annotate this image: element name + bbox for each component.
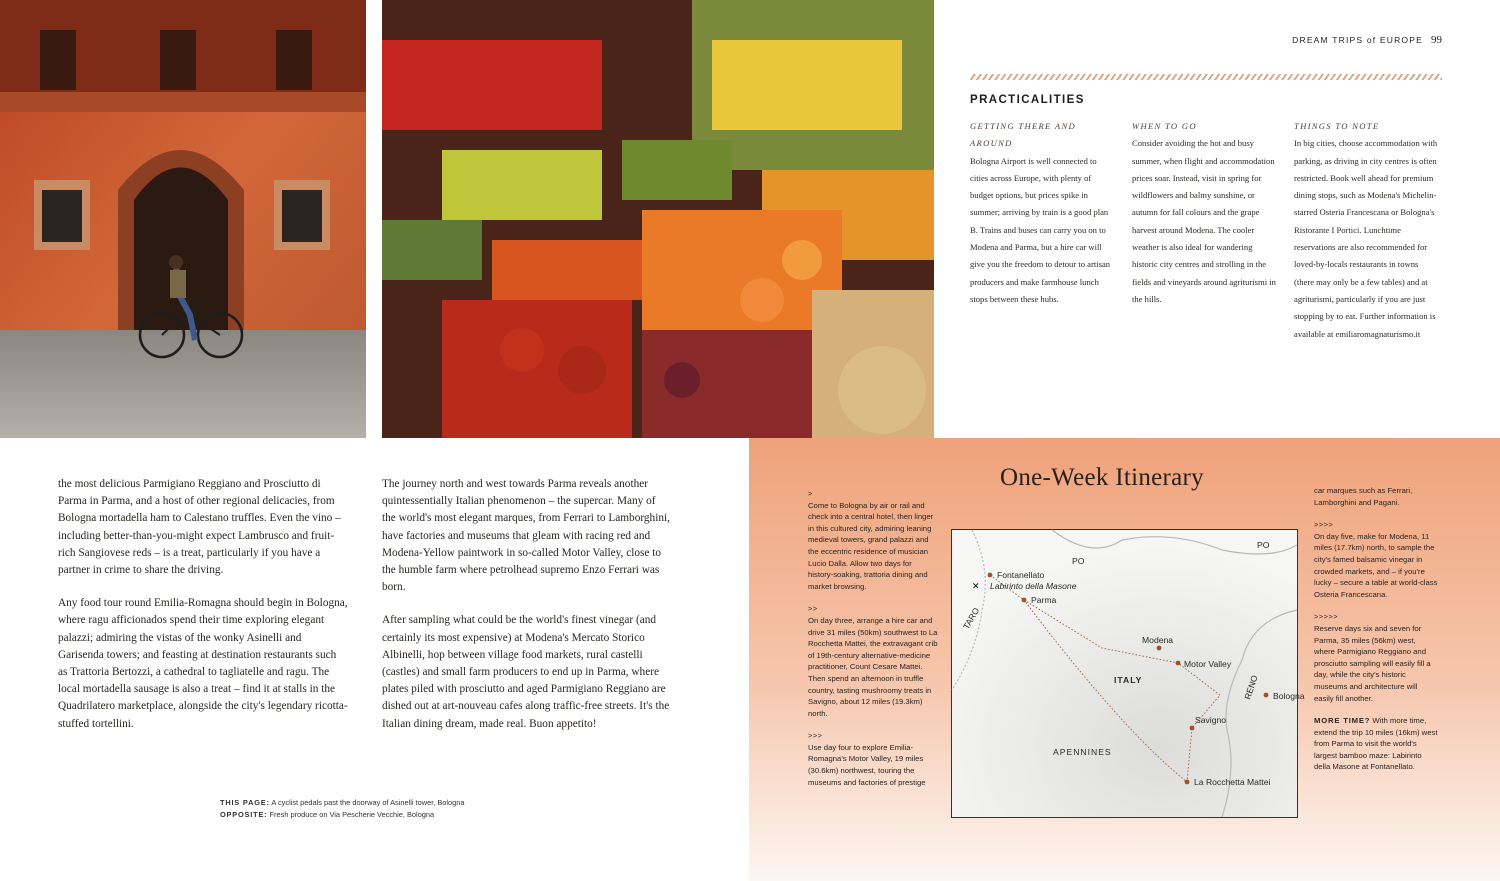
caption-opposite: OPPOSITE: Fresh produce on Via Pescherie Vecchie, Bologna [220,810,435,820]
region-map [951,529,1305,818]
map-label-italy: ITALY [1114,675,1143,685]
running-head-title: DREAM TRIPS of EUROPE [1292,35,1423,45]
body-column-1 [58,476,348,749]
map-label-savigno: Savigno [1195,715,1227,725]
body-paragraph: the most delicious Parmigiano Reggiano and Prosciutto di Parma in Parma, and a host of other regional delicacies, from Bologna mortadella ham to Calestano truffles. Even the vino – including better-than-you-might expect Lambrusco and fruit-rich Sangiovese reds – is a treat, particularly if you have a partner in crime to share the driving. [58,478,341,577]
place-dot [1264,693,1269,698]
itinerary-left-column [808,488,938,799]
map-label-motor-valley: Motor Valley [1184,659,1232,669]
itinerary-step: car marques such as Ferrari, Lamborghini and Pagani. [1314,486,1413,507]
practicalities-heading: PRACTICALITIES [970,94,1085,106]
map-label-parma: Parma [1031,595,1057,605]
map-label-modena: Modena [1142,635,1174,645]
itinerary-title: One-Week Itinerary [1000,464,1204,491]
itinerary-step: >>>>> Reserve days six and seven for Parma, 35 miles (56km) west, where Parmigiano Reggiano and prosciutto sampling will easily fill a day, while the city's historic museums and architecture will easily fill another. [1314,612,1431,703]
itinerary-step: >>> Use day four to explore Emilia-Romagna's Motor Valley, 19 miles (30.6km) northwest, touring the museums and factories of prestige [808,731,926,787]
photo-captions [220,797,465,822]
column-text: Bologna Airport is well connected to cities across Europe, with plenty of budget options, but prices spike in summer; arriving by train is a good plan B. Trains and buses can carry you on to Modena and Parma, but a hire car will give you the freedom to detour to artisan producers and make farmhouse lunch stops between these hubs. [970,155,1111,304]
body-paragraph: After sampling what could be the world's finest vinegar (and certainly its most expensive) at Modena's Mercato Storico Albinelli, hop between village food markets, rural castelli (castles) and small farm producers to end up in Parma, where plates piled with prosciutto and aged Parmigiano Reggiano are dished out at art-nouveau cafes along traffic-free streets. It's the Italian dining dream, made real. Buon appetito! [382,614,670,730]
map-label-bologna: Bologna [1273,691,1305,701]
hatched-divider [970,74,1442,80]
place-dot [1185,780,1190,785]
map-label-labirinto: Labirinto della Masone [990,581,1077,591]
place-dot [1190,726,1195,731]
practicalities-column-things-to-note [1294,118,1440,343]
itinerary-right-column [1314,485,1438,784]
body-paragraph: Any food tour round Emilia-Romagna should begin in Bologna, where ragu afficionados spend their time exploring elegant palazzi; admiring the vistas of the wonky Asinelli and Garisenda towers; and feasting at destination restaurants such as Trattoria Bertozzi, a cathedral to tagliatelle and ragu. The local mortadella sausage is also a treat – find it at stalls in the Quadrilatero marketplace, alongside the city's legendary ricotta-stuffed tortellini. [58,597,348,730]
photo-cyclist-doorway [0,0,366,438]
itinerary-step: >>>> On day five, make for Modena, 11 miles (17.7km) north, to sample the city's famed balsamic vinegar in crowded markets, and – if you're lucky – secure a table at world-class Osteria Francescana. [1314,520,1438,599]
map-label-fontanellato: Fontanellato [997,570,1045,580]
body-column-2 [382,476,672,749]
column-heading: THINGS TO NOTE [1294,121,1380,131]
itinerary-step: >> On day three, arrange a hire car and drive 31 miles (50km) southwest to La Rocchetta Mattei, the extravagant crib of 19th-century alternative-medicine practitioner, Count Cesare Mattei. Then spend an afternoon in truffle country, tasting mushroomy treats in Savigno, about 12 miles (19.3km) north. [808,604,938,718]
practicalities-column-when-to-go [1132,118,1278,308]
place-dot [1022,598,1027,603]
map-label-taro: TARO [961,605,982,631]
map-label-la-rocchetta-mattei: La Rocchetta Mattei [1194,777,1271,787]
itinerary-step-more-time: MORE TIME? With more time, extend the trip 10 miles (16km) west from Parma to visit the world's largest bamboo maze: Labirinto della Masone at Fontanellato. [1314,716,1438,772]
place-dot [1176,661,1181,666]
place-dot [988,573,993,578]
column-text: Consider avoiding the hot and busy summer, when flight and accommodation prices soar. Instead, visit in spring for wildflowers and balmy sunshine, or autumn for fall colours and the grape harvest around Modena. The cooler weather is also ideal for wandering historic city centres and strolling in the fields and vineyards around agriturismi in the hills. [1132,138,1276,304]
column-text: In big cities, choose accommodation with parking, as driving in city centres is often restricted. Book well ahead for premium dining stops, such as Modena's Michelin-starred Osteria Francescana or Bologna's Ristorante I Portici. Lunchtime reservations are also recommended for loved-by-locals restaurants in towns (there may only be a few tables) and at agriturismi, particularly if you are just stopping by to eat. Further information is available at emiliaromagnaturismo.it [1294,138,1438,339]
map-label-reno: RENO [1242,673,1260,701]
map-label-po-east: PO [1257,540,1270,550]
column-heading: WHEN TO GO [1132,121,1197,131]
column-heading: GETTING THERE AND AROUND [970,121,1076,149]
place-dot [1157,646,1162,651]
maze-marker-icon: ✕ [972,581,980,591]
caption-this-page: THIS PAGE: A cyclist pedals past the doorway of Asinelli tower, Bologna [220,798,465,807]
photo-produce-market [382,0,934,438]
running-head [1292,34,1442,46]
map-label-apennines: APENNINES [1053,747,1112,757]
body-paragraph: The journey north and west towards Parma reveals another quintessentially Italian phenomenon – the supercar. Many of the world's most elegant marques, from Ferrari to Lamborghini, have factories and museums that gleam with racing red and Modena-Yellow paintwork in so-called Motor Valley, close to the humble farm where petrolhead supremo Enzo Ferrari was born. [382,478,670,594]
itinerary-step: > Come to Bologna by air or rail and check into a central hotel, then linger in this cultured city, admiring leaning medieval towers, grand palazzi and the eccentric residence of musician Lucio Dalla. Allow two days for history-soaking, trattoria dining and market browsing. [808,489,934,591]
page-number: 99 [1431,34,1442,46]
practicalities-column-getting-there [970,118,1116,308]
map-label-po: PO [1072,556,1085,566]
